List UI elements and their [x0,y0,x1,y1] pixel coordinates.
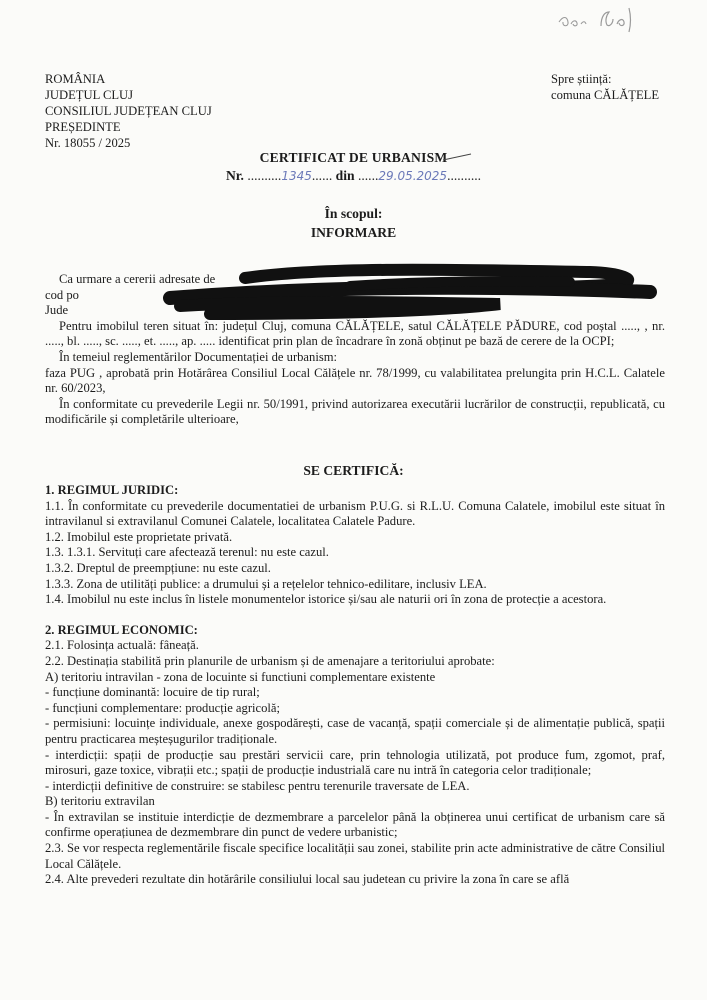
regim-juridic-item: 1.1. În conformitate cu prevederile documentatiei de urbanism P.U.G. si R.L.U. Comuna Calatele, imobilul este situat în intravilanul si extravilanul Comunei Calatele, localitatea Calatele Padure. [45,498,665,529]
certificate-sections [45,483,665,888]
nr-label: Nr. [225,168,248,183]
request-line-1: Ca urmare a cererii adresate de [59,272,216,286]
regim-economic-item: - funcțiuni complementare: producție agricolă; [45,700,280,715]
issuer-header [45,71,212,151]
issuer-line-role: PREȘEDINTE [45,120,121,134]
recipient-line-name: comuna CĂLĂȚELE [551,88,660,102]
scope-label: În scopul: [324,206,383,221]
certificate-number-handwritten: 1345 [281,169,312,183]
handwritten-note-scribble [555,4,645,34]
pug-reference: faza PUG , aprobată prin Hotărârea Consiliul Local Călățele nr. 78/1999, cu valabilitatea prelungita prin H.C.L. Calatele nr. 60/2023, [45,365,665,396]
recipient-line-label: Spre știință: [551,72,612,86]
regim-juridic-item: 1.3.3. Zona de utilități publice: a drumului și a rețelelor tehnico-edilitare, inclusiv LEA. [45,576,487,591]
request-line-3: Jude 2025, [45,303,359,318]
regim-economic-item: - funcțiune dominantă: locuire de tip rural; [45,685,260,700]
regim-juridic-item: 1.4. Imobilul nu este inclus în listele monumentelor istorice și/sau ale naturii ori în zona de protecție a acestora. [45,592,607,607]
redaction-marker [150,262,670,322]
regim-economic-item: - interdicții definitive de construire: se stabilesc pentru terenurile traversate de LEA. [45,778,470,793]
scope-block [0,204,707,242]
regim-juridic-item: 1.2. Imobilul este proprietate privată. [45,529,233,544]
regim-economic-item: - permisiuni: locuințe individuale, anexe gospodărești, case de vacanță, spații comerciale și de alimentație publică, spații pentru practicarea meșteșugurilor tradiționale. [45,716,665,746]
se-certifica-heading: SE CERTIFICĂ: [303,463,404,478]
regulations-line: În temeiul reglementărilor Documentației de urbanism: [59,349,338,364]
issuer-line-county: JUDEȚUL CLUJ [45,88,134,102]
issuer-line-country: ROMÂNIA [45,72,106,86]
regim-economic-item: B) teritoriu extravilan [45,794,155,809]
regim-economic-item: 2.2. Destinația stabilită prin planurile de urbanism și de amenajare a teritoriului aprobate: [45,653,495,668]
regim-juridic-item: 1.3.2. Dreptul de preempțiune: nu este cazul. [45,560,271,575]
regim-juridic-item: 1.3. 1.3.1. Servituți care afectează terenul: nu este cazul. [45,545,329,560]
issuer-line-number: Nr. 18055 / 2025 [45,136,131,150]
property-description: Pentru imobilul teren situat în: județul Cluj, comuna CĂLĂȚELE, satul CĂLĂȚELE PĂDURE, cod poștal ....., , nr. ....., bl. ....., sc. ....., et. ....., ap. ..... identificat prin plan de încadrare în zonă obținut pe bază de cerere de la OCPI; [45,318,665,349]
certificate-date-handwritten: 29.05.2025 [378,169,448,183]
din-label: din [335,168,358,183]
certificate-title-block [0,150,707,184]
regim-economic-item: - interdicții: spații de producție sau prestări servicii care, prin tehnologia utilizată, pot produce fum, zgomot, praf, mirosuri, gaze toxice, vibrații etc.; spații de producție industrială care nu intră în categoria celor tradiționale; [45,747,665,778]
regim-economic-item: - În extravilan se instituie interdicție de dezmembrare a parcelelor până la obținerea unui certificat de urbanism care să confirme operațiunea de dezmembrare din punct de vedere urbanistic; [45,809,665,840]
regim-juridic-heading: 1. REGIMUL JURIDIC: [45,483,179,497]
certificate-title: CERTIFICAT DE URBANISM [0,150,707,166]
recipient-header [551,71,659,103]
regim-economic-heading: 2. REGIMUL ECONOMIC: [45,622,198,637]
certificate-number-line: Nr. ..........1345...... din ......29.05.2025.......... [225,168,482,183]
scope-value: INFORMARE [310,225,397,240]
issuer-line-council: CONSILIUL JUDEȚEAN CLUJ [45,104,212,118]
title-underline-stroke [443,152,473,162]
regim-economic-item: 2.4. Alte prevederi rezultate din hotărârile consiliului local sau judetean cu privire la zona în care se află [45,872,570,887]
request-line-2: cod po [45,287,79,302]
regim-economic-item: 2.3. Se vor respecta reglementările fiscale specifice localității sau zonei, stabilite prin acte administrative de către Consiliul Local Călățele. [45,841,666,871]
law-reference: În conformitate cu prevederile Legii nr. 50/1991, privind autorizarea executării lucrărilor de construcții, republicată, cu modificările și completările ulterioare, [45,396,665,427]
regim-economic-item: 2.1. Folosința actuală: fâneață. [45,638,199,653]
regim-economic-item: A) teritoriu intravilan - zona de locuinte si functiuni complementare existente [45,669,436,684]
